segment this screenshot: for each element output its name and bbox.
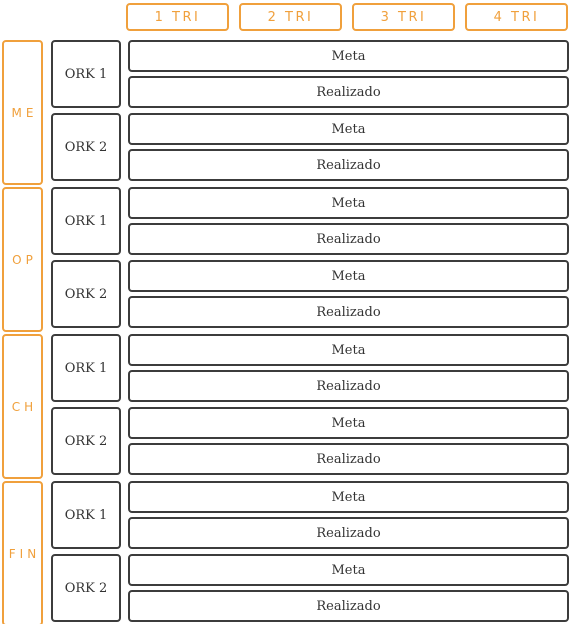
quarter-3-button[interactable]: 3 TRI — [352, 3, 455, 31]
quarter-4-button[interactable]: 4 TRI — [465, 3, 568, 31]
realizado-row[interactable]: Realizado — [128, 517, 569, 549]
ork-label: ORK 2 — [51, 260, 121, 328]
realizado-row[interactable]: Realizado — [128, 223, 569, 255]
meta-row[interactable]: Meta — [128, 334, 569, 366]
group-label: FIN — [2, 481, 43, 624]
meta-row[interactable]: Meta — [128, 407, 569, 439]
meta-row[interactable]: Meta — [128, 260, 569, 292]
meta-row[interactable]: Meta — [128, 481, 569, 513]
ork-label: ORK 1 — [51, 481, 121, 549]
quarter-2-button[interactable]: 2 TRI — [239, 3, 342, 31]
meta-row[interactable]: Meta — [128, 40, 569, 72]
realizado-row[interactable]: Realizado — [128, 443, 569, 475]
ork-label: ORK 1 — [51, 187, 121, 255]
group-op — [2, 187, 569, 332]
realizado-row[interactable]: Realizado — [128, 149, 569, 181]
quarter-1-button[interactable]: 1 TRI — [126, 3, 229, 31]
ork-label: ORK 1 — [51, 334, 121, 402]
quarter-header — [126, 3, 568, 31]
group-fin — [2, 481, 569, 624]
realizado-row[interactable]: Realizado — [128, 296, 569, 328]
realizado-row[interactable]: Realizado — [128, 590, 569, 622]
realizado-row[interactable]: Realizado — [128, 370, 569, 402]
group-ch — [2, 334, 569, 479]
ork-label: ORK 2 — [51, 554, 121, 622]
ork-label: ORK 2 — [51, 113, 121, 181]
ork-label: ORK 1 — [51, 40, 121, 108]
group-label: CH — [2, 334, 43, 479]
okr-grid — [2, 40, 569, 624]
group-label: OP — [2, 187, 43, 332]
group-label: ME — [2, 40, 43, 185]
ork-label: ORK 2 — [51, 407, 121, 475]
realizado-row[interactable]: Realizado — [128, 76, 569, 108]
group-me — [2, 40, 569, 185]
meta-row[interactable]: Meta — [128, 187, 569, 219]
meta-row[interactable]: Meta — [128, 113, 569, 145]
meta-row[interactable]: Meta — [128, 554, 569, 586]
